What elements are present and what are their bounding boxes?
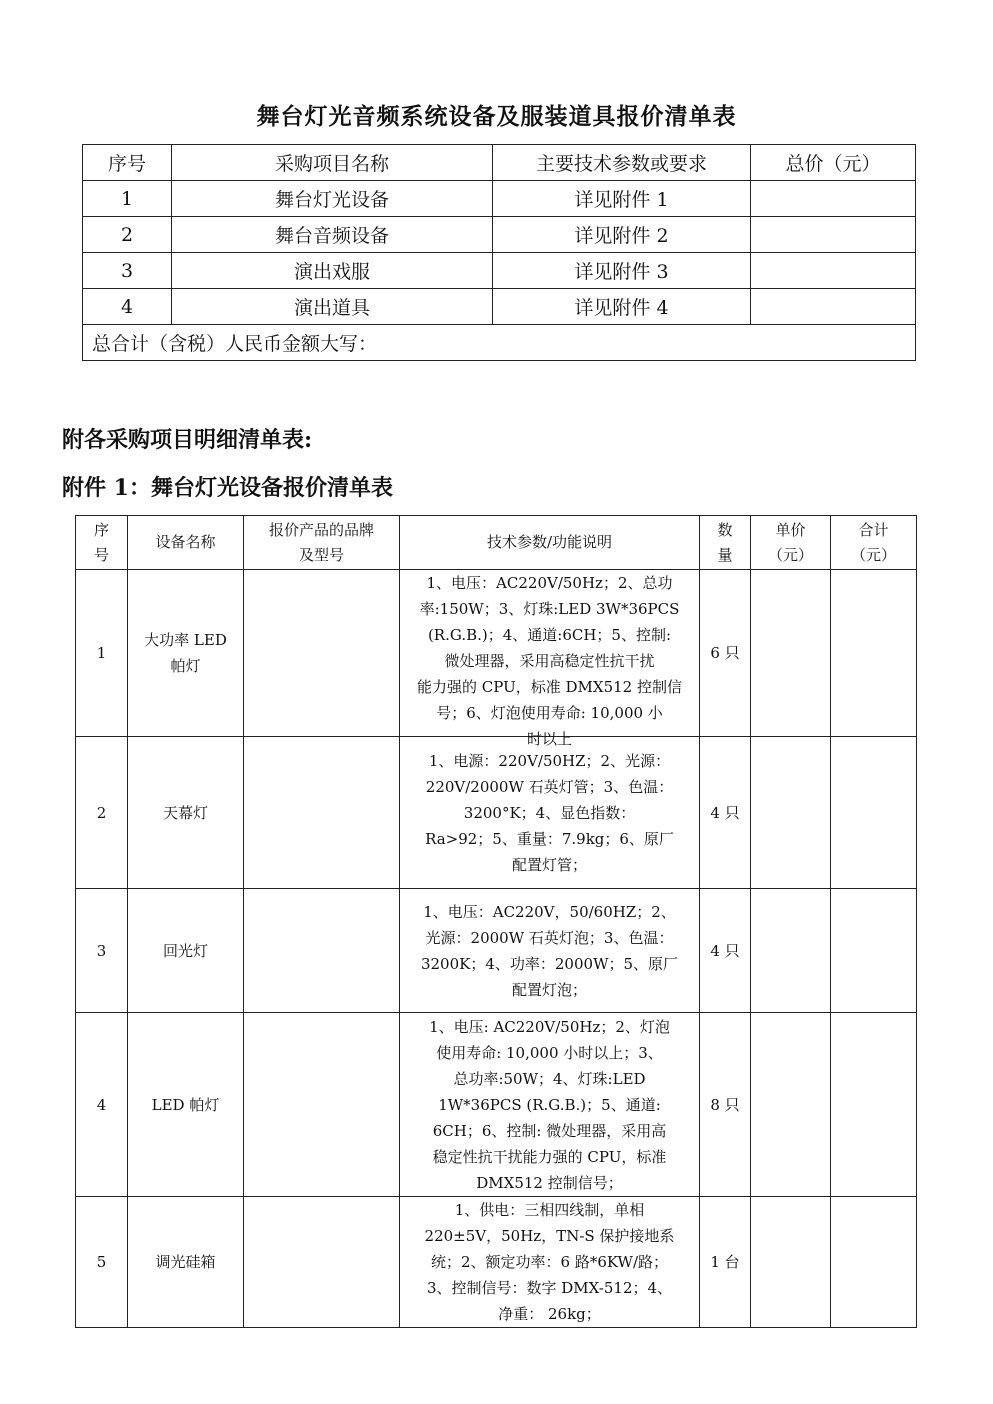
summary-header-no: 序号 bbox=[83, 145, 172, 181]
summary-cell-price bbox=[751, 181, 916, 217]
detail-cell-name: LED 帕灯 bbox=[128, 1013, 244, 1197]
summary-cell-price bbox=[751, 253, 916, 289]
summary-cell-no: 1 bbox=[83, 181, 172, 217]
detail-cell-subtotal bbox=[831, 737, 917, 889]
detail-cell-unit-price bbox=[751, 570, 831, 737]
detail-cell-no: 1 bbox=[76, 570, 128, 737]
summary-total-row bbox=[83, 325, 916, 361]
section-heading: 附各采购项目明细清单表: bbox=[62, 427, 313, 453]
summary-cell-no: 4 bbox=[83, 289, 172, 325]
detail-header-row bbox=[76, 516, 917, 570]
table-row bbox=[83, 289, 916, 325]
detail-cell-no: 3 bbox=[76, 889, 128, 1013]
summary-cell-name: 舞台音频设备 bbox=[172, 217, 493, 253]
detail-header-name: 设备名称 bbox=[128, 516, 244, 570]
detail-cell-name: 调光硅箱 bbox=[128, 1197, 244, 1328]
summary-header-name: 采购项目名称 bbox=[172, 145, 493, 181]
detail-cell-qty: 8 只 bbox=[700, 1013, 751, 1197]
table-row bbox=[83, 253, 916, 289]
detail-cell-subtotal bbox=[831, 889, 917, 1013]
table-row bbox=[83, 181, 916, 217]
summary-cell-name: 舞台灯光设备 bbox=[172, 181, 493, 217]
attachment-heading: 附件 1：舞台灯光设备报价清单表 bbox=[62, 475, 393, 501]
summary-header-row bbox=[83, 145, 916, 181]
summary-cell-price bbox=[751, 289, 916, 325]
detail-cell-subtotal bbox=[831, 1013, 917, 1197]
table-row bbox=[76, 1013, 917, 1197]
document-title: 舞台灯光音频系统设备及服装道具报价清单表 bbox=[256, 103, 737, 130]
table-row bbox=[76, 737, 917, 889]
table-row bbox=[76, 570, 917, 737]
detail-header-subtotal: 合计 （元） bbox=[831, 516, 917, 570]
detail-cell-brand bbox=[244, 570, 400, 737]
detail-cell-qty: 6 只 bbox=[700, 570, 751, 737]
summary-cell-no: 2 bbox=[83, 217, 172, 253]
summary-cell-spec: 详见附件 3 bbox=[493, 253, 751, 289]
summary-cell-spec: 详见附件 2 bbox=[493, 217, 751, 253]
detail-table bbox=[75, 515, 917, 1328]
detail-cell-spec: 1、电源：220V/50HZ；2、光源： 220V/2000W 石英灯管；3、色温： 3200°K；4、显色指数： Ra>92；5、重量：7.9kg；6、原厂 配置灯管； bbox=[400, 737, 700, 889]
detail-cell-name: 大功率 LED 帕灯 bbox=[128, 570, 244, 737]
detail-cell-qty: 4 只 bbox=[700, 889, 751, 1013]
summary-total-label: 总合计（含税）人民币金额大写： bbox=[83, 325, 916, 361]
summary-cell-name: 演出道具 bbox=[172, 289, 493, 325]
detail-cell-spec: 1、供电：三相四线制，单相 220±5V，50Hz，TN-S 保护接地系 统；2、额定功率：6 路*6KW/路； 3、控制信号：数字 DMX-512；4、 净重： 26kg； bbox=[400, 1197, 700, 1328]
detail-cell-subtotal bbox=[831, 570, 917, 737]
detail-cell-qty: 1 台 bbox=[700, 1197, 751, 1328]
summary-table bbox=[82, 144, 916, 361]
summary-header-spec: 主要技术参数或要求 bbox=[493, 145, 751, 181]
detail-cell-qty: 4 只 bbox=[700, 737, 751, 889]
summary-cell-price bbox=[751, 217, 916, 253]
detail-cell-unit-price bbox=[751, 1013, 831, 1197]
detail-cell-no: 2 bbox=[76, 737, 128, 889]
detail-cell-unit-price bbox=[751, 1197, 831, 1328]
detail-header-brand: 报价产品的品牌 及型号 bbox=[244, 516, 400, 570]
detail-cell-spec: 1、电压：AC220V，50/60HZ；2、 光源：2000W 石英灯泡；3、色温： 3200K；4、功率：2000W；5、原厂 配置灯泡； bbox=[400, 889, 700, 1013]
detail-header-unit-price: 单价 （元） bbox=[751, 516, 831, 570]
table-row bbox=[83, 217, 916, 253]
detail-cell-brand bbox=[244, 1197, 400, 1328]
detail-cell-spec bbox=[400, 570, 700, 748]
detail-cell-subtotal bbox=[831, 1197, 917, 1328]
table-row bbox=[76, 889, 917, 1013]
detail-cell-name: 天幕灯 bbox=[128, 737, 244, 889]
detail-cell-brand bbox=[244, 889, 400, 1013]
detail-header-qty: 数 量 bbox=[700, 516, 751, 570]
detail-header-spec: 技术参数/功能说明 bbox=[400, 516, 700, 570]
summary-cell-no: 3 bbox=[83, 253, 172, 289]
summary-cell-name: 演出戏服 bbox=[172, 253, 493, 289]
detail-cell-no: 4 bbox=[76, 1013, 128, 1197]
detail-cell-brand bbox=[244, 737, 400, 889]
summary-cell-spec: 详见附件 1 bbox=[493, 181, 751, 217]
table-row bbox=[76, 1197, 917, 1328]
detail-spec-text: 1、电压：AC220V/50Hz；2、总功 率:150W；3、灯珠:LED 3W*36PCS (R.G.B.)；4、通道:6CH；5、控制: 微处理器，采用高稳定性抗干扰 能力强的 CPU，标准 DMX512 控制信 号；6、灯泡使用寿命: 10,000 小 时以上 bbox=[417, 574, 682, 748]
detail-cell-no: 5 bbox=[76, 1197, 128, 1328]
detail-cell-spec: 1、电压: AC220V/50Hz；2、灯泡 使用寿命: 10,000 小时以上；3、 总功率:50W；4、灯珠:LED 1W*36PCS (R.G.B.)；5、通道: 6CH；6、控制: 微处理器，采用高 稳定性抗干扰能力强的 CPU，标准 DMX512 控制信号； bbox=[400, 1013, 700, 1197]
detail-cell-name: 回光灯 bbox=[128, 889, 244, 1013]
detail-cell-unit-price bbox=[751, 889, 831, 1013]
detail-cell-unit-price bbox=[751, 737, 831, 889]
summary-cell-spec: 详见附件 4 bbox=[493, 289, 751, 325]
detail-header-no: 序 号 bbox=[76, 516, 128, 570]
summary-header-price: 总价（元） bbox=[751, 145, 916, 181]
detail-cell-brand bbox=[244, 1013, 400, 1197]
